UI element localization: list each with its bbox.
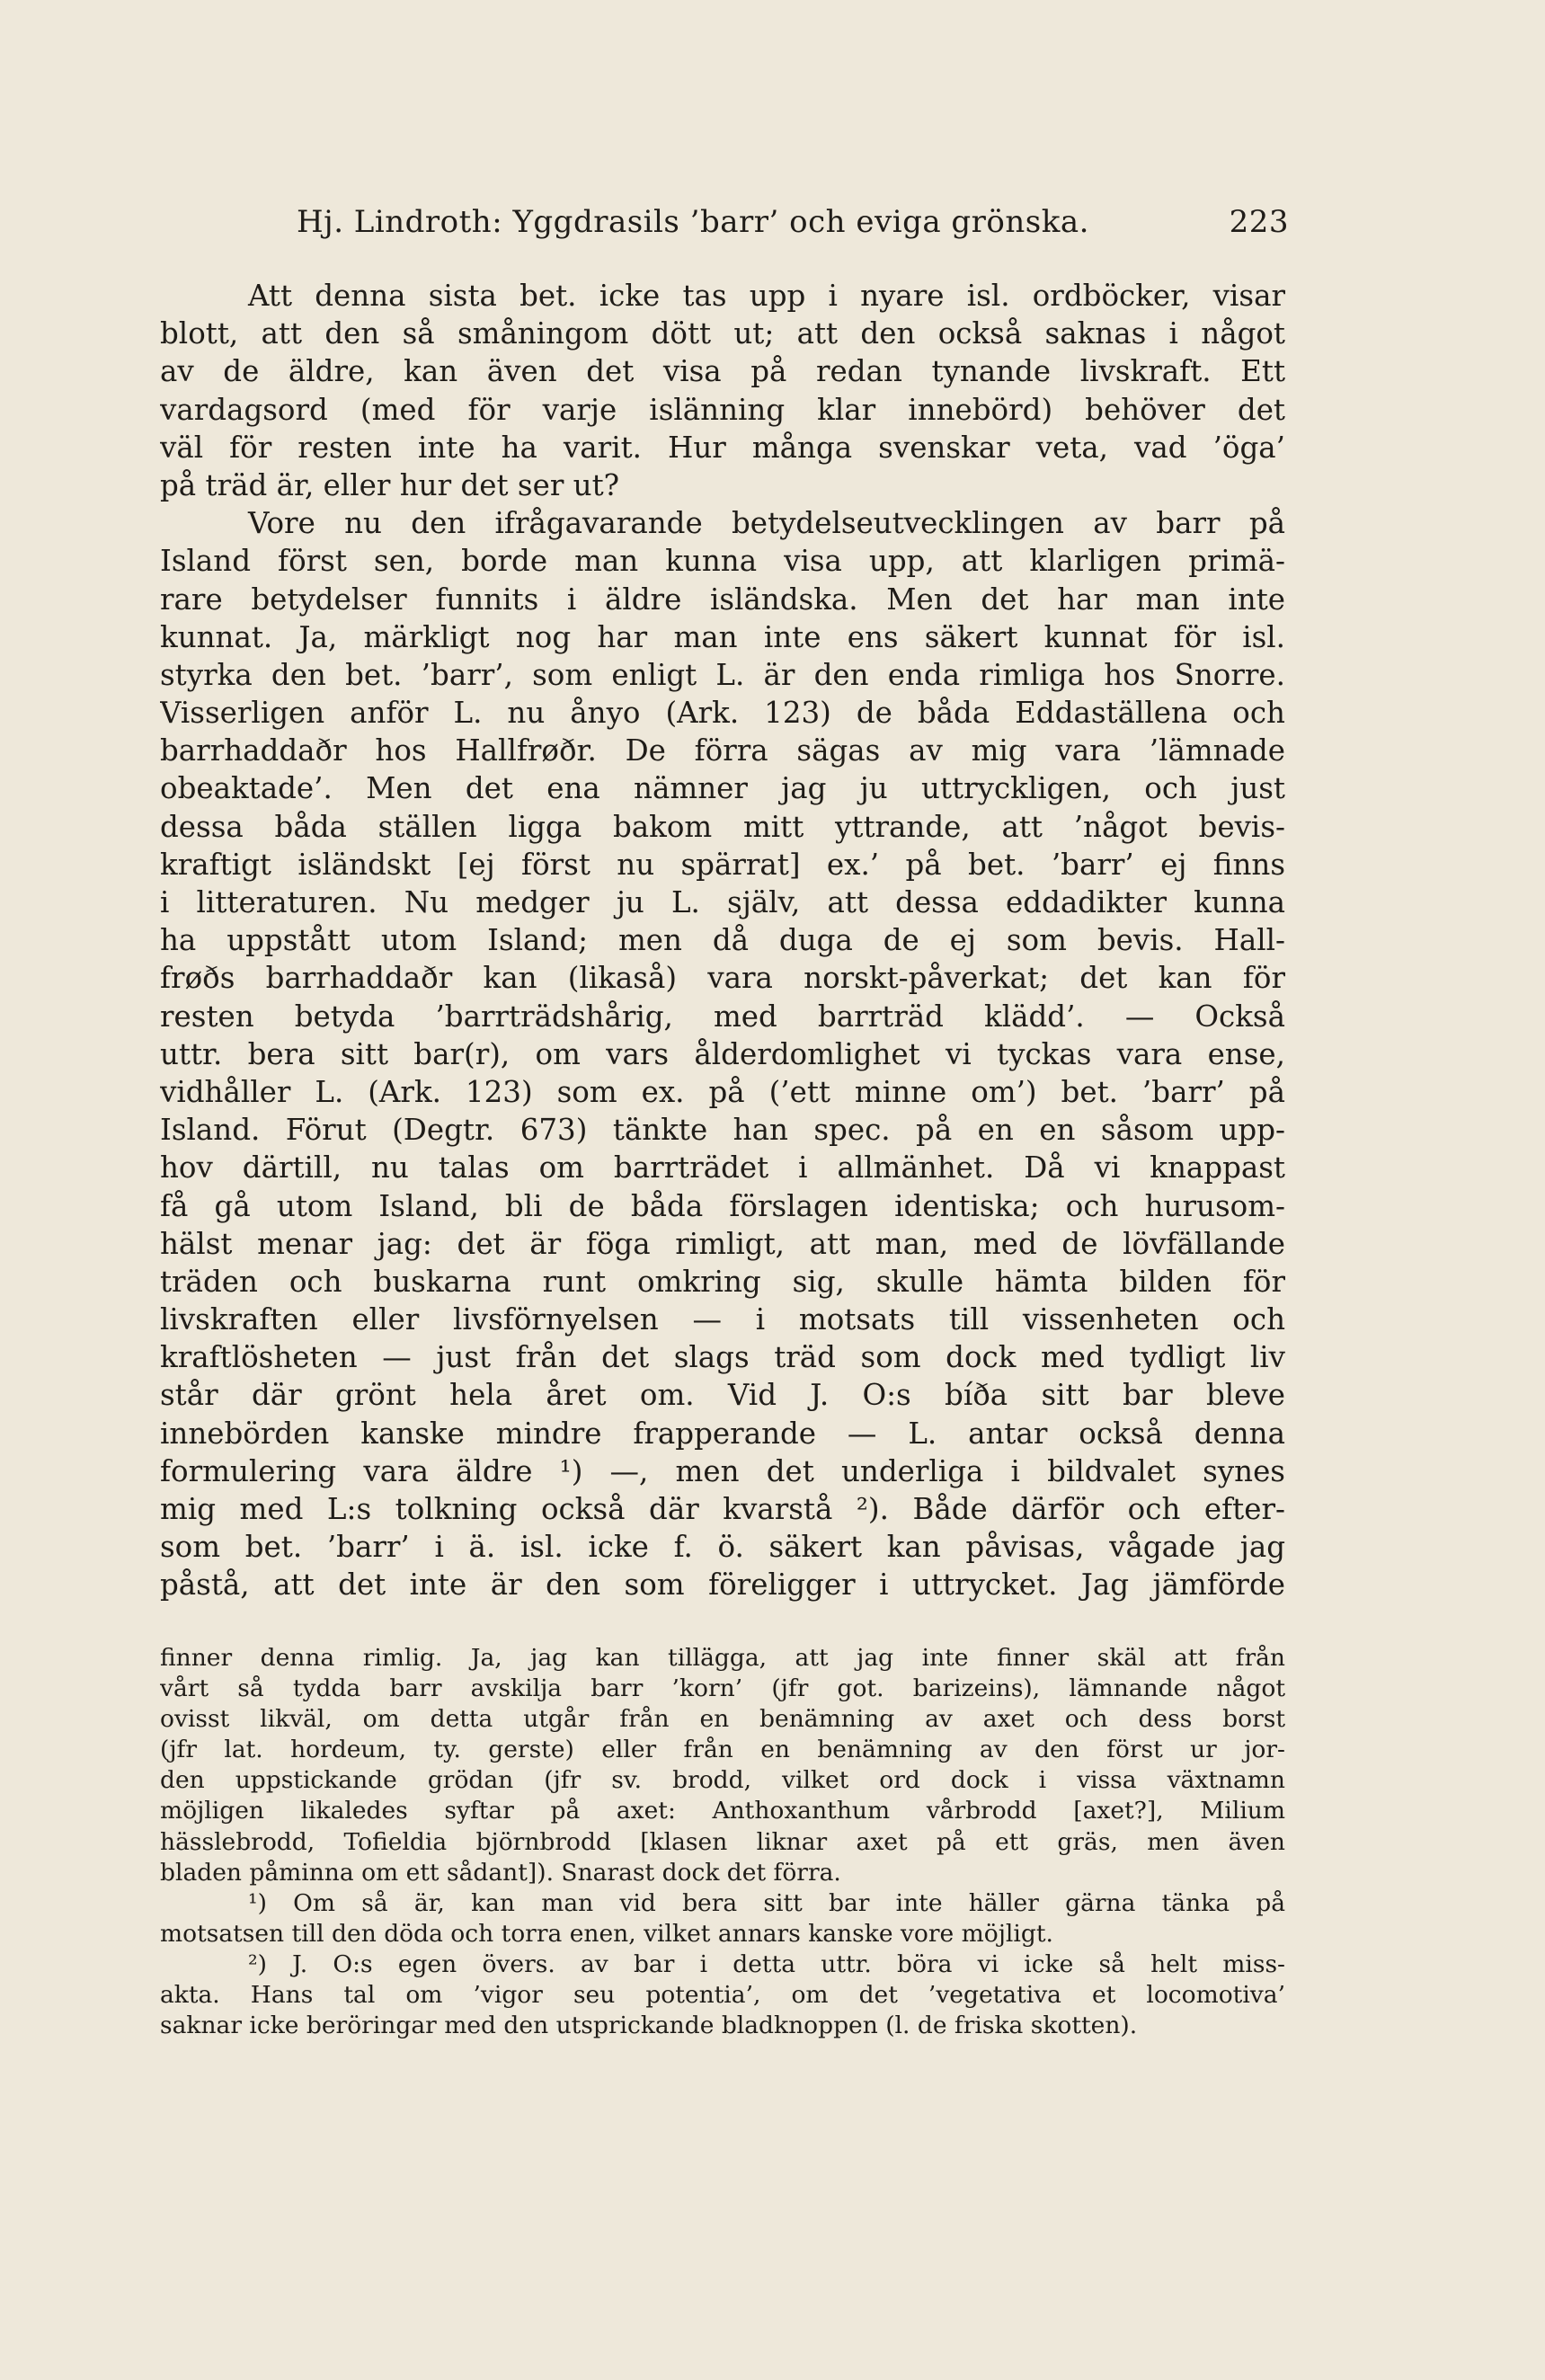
- text-line: vardagsord (med för varje islänning klar innebörd) behöver det: [160, 392, 1285, 427]
- running-header: [297, 200, 1289, 244]
- text-line: ha uppstått utom Island; men då duga de ej som bevis. Hall-: [160, 923, 1285, 958]
- footnote-line: ovisst likväl, om detta utgår från en benämning av axet och dess borst: [160, 1705, 1285, 1734]
- footnote-1: ¹) Om så är, kan man vid bera sitt bar inte häller gärna tänka på: [248, 1888, 1285, 1917]
- text-line: Att denna sista bet. icke tas upp i nyare isl. ordböcker, visar: [248, 279, 1285, 313]
- text-line: resten betyda ’barrträdshårig, med barrträd klädd’. — Också: [160, 999, 1285, 1034]
- footnote-line: motsatsen till den döda och torra enen, vilket annars kanske vore möjligt.: [160, 1919, 1053, 1948]
- footnote-line: akta. Hans tal om ’vigor seu potentia’, om det ’vegetativa et locomotiva’: [160, 1981, 1285, 2010]
- text-line: kunnat. Ja, märkligt nog har man inte ens säkert kunnat för isl.: [160, 619, 1285, 654]
- text-line: väl för resten inte ha varit. Hur många svenskar veta, vad ’öga’: [160, 430, 1285, 465]
- text-line: i litteraturen. Nu medger ju L. själv, att dessa eddadikter kunna: [160, 885, 1285, 919]
- page-number: 223: [1229, 204, 1289, 240]
- running-title: Hj. Lindroth: Yggdrasils ’barr’ och eviga grönska.: [297, 204, 1089, 240]
- text-line: hälst menar jag: det är föga rimligt, att man, med de lövfällande: [160, 1226, 1285, 1261]
- text-line: formulering vara äldre ¹) —, men det underliga i bildvalet synes: [160, 1453, 1285, 1488]
- text-line: vidhåller L. (Ark. 123) som ex. på (’ett minne om’) bet. ’barr’ på: [160, 1074, 1285, 1109]
- text-line: träden och buskarna runt omkring sig, skulle hämta bilden för: [160, 1264, 1285, 1299]
- text-line: styrka den bet. ’barr’, som enligt L. är den enda rimliga hos Snorre.: [160, 657, 1285, 692]
- text-line: innebörden kanske mindre frapperande — L. antar också denna: [160, 1416, 1285, 1451]
- footnote-line: saknar icke beröringar med den utsprickande bladknoppen (l. de friska skotten).: [160, 2011, 1138, 2040]
- text-line: på träd är, eller hur det ser ut?: [160, 467, 620, 502]
- text-line: dessa båda ställen ligga bakom mitt yttrande, att ’något bevis-: [160, 809, 1285, 844]
- text-line: Island. Förut (Degtr. 673) tänkte han spec. på en en såsom upp-: [160, 1113, 1285, 1148]
- footnote-line: möjligen likaledes syftar på axet: Anthoxanthum vårbrodd [axet?], Milium: [160, 1797, 1285, 1825]
- text-line: rare betydelser funnits i äldre isländska. Men det har man inte: [160, 582, 1285, 617]
- text-line: som bet. ’barr’ i ä. isl. icke f. ö. säkert kan påvisas, vågade jag: [160, 1530, 1285, 1565]
- text-line: står där grönt hela året om. Vid J. O:s bíða sitt bar bleve: [160, 1378, 1285, 1413]
- text-line: kraftigt isländskt [ej först nu spärrat] ex.’ på bet. ’barr’ ej finns: [160, 847, 1285, 882]
- footnote-line: den uppstickande grödan (jfr sv. brodd, vilket ord dock i vissa växtnamn: [160, 1766, 1285, 1795]
- footnote-line: vårt så tydda barr avskilja barr ’korn’ (jfr got. barizeins), lämnande något: [160, 1674, 1285, 1703]
- footnote-line: bladen påminna om ett sådant]). Snarast dock det förra.: [160, 1858, 841, 1887]
- text-line: Island först sen, borde man kunna visa upp, att klarligen primä-: [160, 544, 1285, 579]
- footnote-line: (jfr lat. hordeum, ty. gerste) eller från en benämning av den först ur jor-: [160, 1736, 1285, 1764]
- text-line: kraftlösheten — just från det slags träd som dock med tydligt liv: [160, 1340, 1285, 1375]
- footnotes: [160, 1643, 1285, 2041]
- main-text: [160, 277, 1285, 1604]
- text-line: blott, att den så småningom dött ut; att den också saknas i något: [160, 316, 1285, 351]
- text-line: av de äldre, kan även det visa på redan tynande livskraft. Ett: [160, 354, 1285, 389]
- text-line: mig med L:s tolkning också där kvarstå ²). Både därför och efter-: [160, 1492, 1285, 1526]
- footnote-line: hässlebrodd, Tofieldia björnbrodd [klasen liknar axet på ett gräs, men även: [160, 1827, 1285, 1856]
- footnote-2: ²) J. O:s egen övers. av bar i detta uttr. böra vi icke så helt miss-: [248, 1949, 1285, 1978]
- text-line: Vore nu den ifrågavarande betydelseutvecklingen av barr på: [248, 506, 1285, 541]
- text-line: få gå utom Island, bli de båda förslagen identiska; och hurusom-: [160, 1188, 1285, 1223]
- text-line: hov därtill, nu talas om barrträdet i allmänhet. Då vi knappast: [160, 1150, 1285, 1186]
- text-line: påstå, att det inte är den som föreligger i uttrycket. Jag jämförde: [160, 1567, 1285, 1603]
- text-line: barrhaddaðr hos Hallfrøðr. De förra sägas av mig vara ’lämnade: [160, 733, 1285, 768]
- text-line: Visserligen anför L. nu ånyo (Ark. 123) de båda Eddaställena och: [160, 696, 1285, 731]
- text-line: frøðs barrhaddaðr kan (likaså) vara norskt-påverkat; det kan för: [160, 961, 1285, 996]
- text-line: obeaktade’. Men det ena nämner jag ju uttryckligen, och just: [160, 771, 1285, 806]
- text-line: livskraften eller livsförnyelsen — i motsats till vissenheten och: [160, 1302, 1285, 1337]
- footnote-line: finner denna rimlig. Ja, jag kan tillägga, att jag inte finner skäl att från: [160, 1644, 1285, 1672]
- text-line: uttr. bera sitt bar(r), om vars ålderdomlighet vi tyckas vara ense,: [160, 1036, 1285, 1071]
